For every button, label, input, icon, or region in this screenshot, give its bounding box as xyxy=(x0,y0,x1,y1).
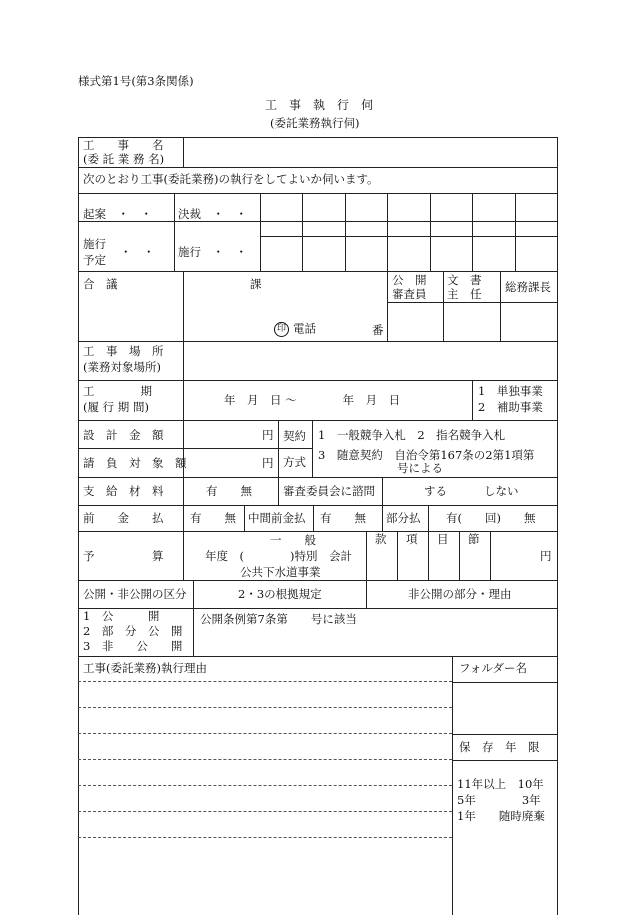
document-chief-label: 文 書 xyxy=(447,273,482,287)
supplied-materials-label: 支 給 材 料 xyxy=(83,484,164,498)
phone-label: 電話 xyxy=(293,321,316,336)
contract-option-competitive: 1 一般競争入札 2 指名競争入札 xyxy=(318,428,506,442)
contract-method-label: 契約 xyxy=(283,429,306,443)
budget-setsu-label: 節 xyxy=(468,532,480,546)
project-type-subsidy: 2 補助事業 xyxy=(478,400,543,414)
design-amount-label: 設 計 金 額 xyxy=(83,428,164,442)
budget-general: 一 般 xyxy=(270,533,316,547)
disclosure-reviewer-sublabel: 審査員 xyxy=(392,287,427,301)
form-subtitle: (委託業務執行伺) xyxy=(270,116,360,130)
contract-method-sublabel: 方式 xyxy=(283,455,306,469)
phone-number-suffix: 番 xyxy=(372,323,384,337)
disclosure-reviewer-label: 公 開 xyxy=(392,273,427,287)
advance-payment-yes-no: 有 無 xyxy=(190,511,236,525)
project-name-field[interactable] xyxy=(184,140,556,166)
form-number: 様式第1号(第3条関係) xyxy=(78,74,194,88)
seal-icon: 印 xyxy=(274,322,289,337)
seal-phone-line xyxy=(274,322,316,337)
partial-payment-value: 有( 回) 無 xyxy=(446,511,536,525)
budget-kou-label: 項 xyxy=(406,532,418,546)
retention-option-1-discard: 1年 随時廃棄 xyxy=(457,809,545,823)
budget-fiscal-year: 年度 ( )特別 会計 xyxy=(205,549,352,563)
disclosure-option-public: 1 公 開 xyxy=(83,609,160,623)
retention-period-label: 保 存 年 限 xyxy=(459,740,540,754)
site-label: 工 事 場 所 xyxy=(83,344,164,358)
contractor-amount-label: 請 負 対 象 額 xyxy=(83,456,187,470)
contract-option-negotiated: 3 随意契約 自治令第167条の2第1項第 xyxy=(318,448,535,462)
site-sublabel: (業務対象場所) xyxy=(83,360,161,374)
form-title: 工 事 執 行 伺 xyxy=(265,98,374,112)
committee-dont-option: しない xyxy=(484,484,519,498)
project-name-label: 工 事 名 xyxy=(83,138,164,152)
project-type-single: 1 単独事業 xyxy=(478,384,543,398)
interim-advance-yes-no: 有 無 xyxy=(320,511,366,525)
design-amount-yen: 円 xyxy=(262,428,274,442)
folder-name-label: フォルダー名 xyxy=(459,661,527,675)
approved-date-label: 決裁 ・ ・ xyxy=(178,207,247,221)
execution-date-label: 施行 ・ ・ xyxy=(178,245,247,259)
execution-reason-label: 工事(委託業務)執行理由 xyxy=(83,661,207,675)
period-value: 年 月 日 ～ 年 月 日 xyxy=(224,393,401,407)
interim-advance-label: 中間前金払 xyxy=(248,511,306,525)
planned-execution-dots: ・ ・ xyxy=(120,245,155,259)
period-label: 工 期 xyxy=(83,384,152,398)
retention-option-5-3: 5年 3年 xyxy=(457,793,541,807)
budget-sewer-project: 公共下水道事業 xyxy=(240,565,321,579)
request-statement: 次のとおり工事(委託業務)の執行をしてよいか伺います。 xyxy=(83,172,379,186)
project-name-sublabel: (委 託 業 務 名) xyxy=(83,152,165,166)
planned-execution-sublabel: 予定 xyxy=(83,253,106,267)
committee-consult-label: 審査委員会に諮問 xyxy=(283,484,375,498)
period-sublabel: (履 行 期 間) xyxy=(83,400,149,414)
nondisclosure-reason-label: 非公開の部分・理由 xyxy=(408,587,512,601)
disclosure-option-private: 3 非 公 開 xyxy=(83,639,183,653)
consultation-label: 合 議 xyxy=(83,277,118,291)
partial-payment-label: 部分払 xyxy=(386,511,421,525)
document-chief-sublabel: 主 任 xyxy=(447,287,482,301)
budget-kan-label: 款 xyxy=(375,532,387,546)
contract-option-negotiated-suffix: 号による xyxy=(397,461,443,475)
committee-do-option: する xyxy=(424,484,447,498)
budget-moku-label: 目 xyxy=(437,532,449,546)
advance-payment-label: 前 金 払 xyxy=(83,511,164,525)
planned-execution-label: 施行 xyxy=(83,237,106,251)
budget-label: 予 算 xyxy=(83,549,164,563)
disclosure-option-partial: 2 部 分 公 開 xyxy=(83,624,183,638)
retention-option-11-10: 11年以上 10年 xyxy=(457,777,544,791)
ordinance-clause: 公開条例第7条第 号に該当 xyxy=(200,612,357,626)
drafted-date-label: 起案 ・ ・ xyxy=(83,207,152,221)
general-affairs-chief-label: 総務課長 xyxy=(505,280,551,294)
disclosure-class-label: 公開・非公開の区分 xyxy=(83,587,187,601)
section-label: 課 xyxy=(250,277,262,291)
budget-yen: 円 xyxy=(540,549,552,563)
basis-provision-label: 2・3の根拠規定 xyxy=(238,587,322,601)
supplied-materials-yes-no: 有 無 xyxy=(206,484,252,498)
contractor-amount-yen: 円 xyxy=(262,456,274,470)
